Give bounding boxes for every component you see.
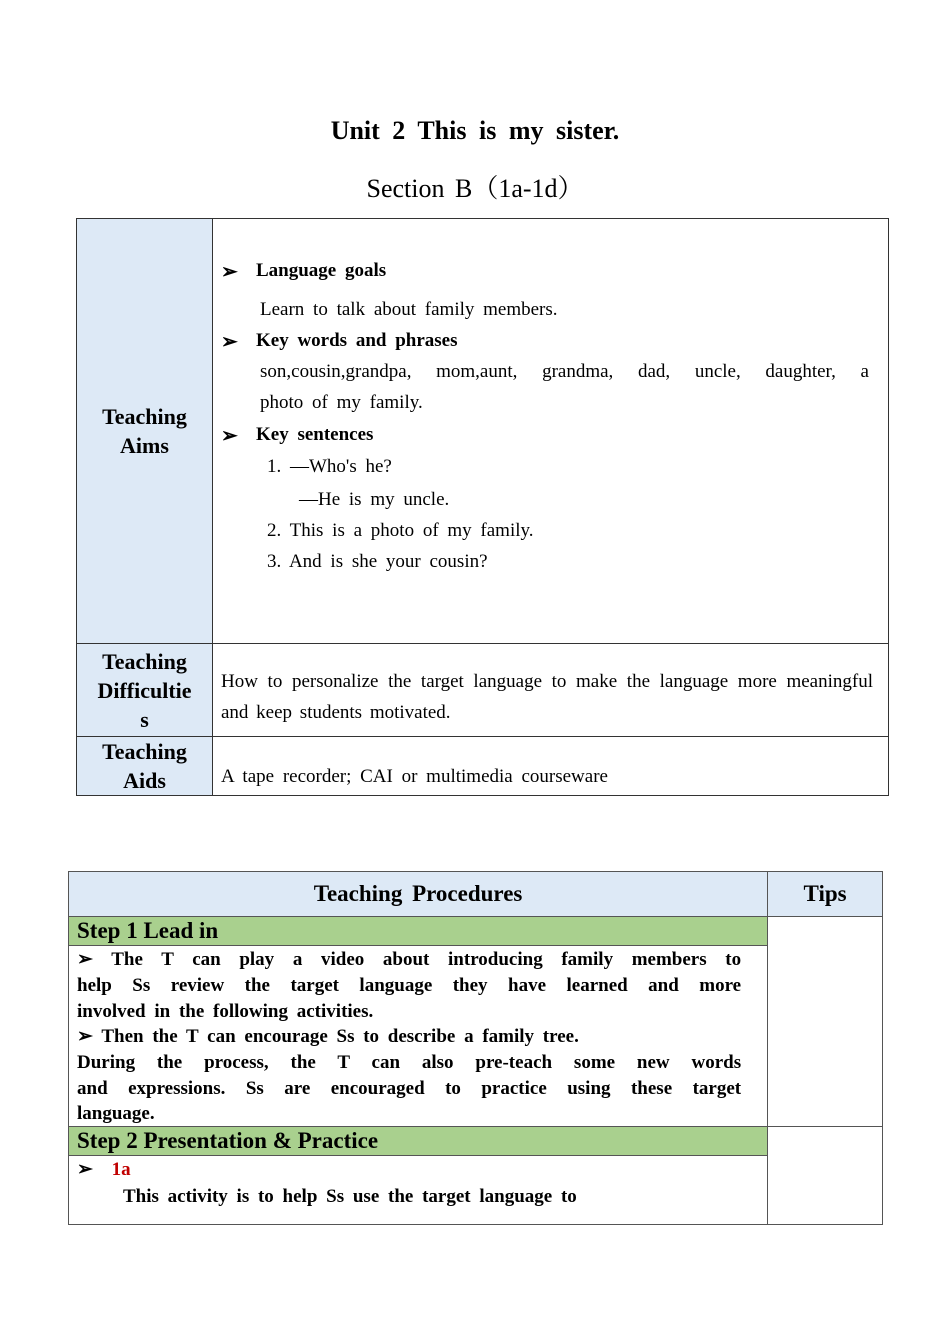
- step1-tips-cell: [768, 917, 883, 1127]
- key-words-heading: Key words and phrases: [256, 330, 458, 351]
- sentence-item: 1. —Who's he?: [267, 456, 392, 477]
- bullet-arrow-icon: ➢: [221, 425, 238, 447]
- key-sentences-heading: Key sentences: [256, 424, 374, 445]
- aids-label-line: Teaching: [102, 739, 187, 764]
- procedures-table: [68, 871, 883, 1225]
- step1-line: involved in the following activities.: [77, 1001, 374, 1022]
- aims-content-cell: [213, 219, 889, 644]
- difficulties-row: [77, 644, 889, 737]
- language-goals-heading: Language goals: [256, 260, 387, 281]
- step1-line: ➢ Then the T can encourage Ss to describe a family tree.: [77, 1026, 579, 1047]
- bullet-arrow-icon: ➢: [77, 1159, 93, 1180]
- key-words-line: photo of my family.: [260, 392, 423, 413]
- step1-body-row: [69, 946, 883, 1127]
- bullet-arrow-icon: ➢: [221, 331, 238, 353]
- difficulties-label-line: Teaching: [102, 648, 187, 674]
- page-title: Unit 2 This is my sister.: [330, 116, 620, 145]
- procedures-header: Teaching Procedures: [69, 872, 768, 917]
- tips-header: Tips: [768, 872, 883, 917]
- key-words-line: son,cousin,grandpa, mom,aunt, grandma, dad, uncle, daughter, a: [260, 361, 869, 382]
- sentence-item: 2. This is a photo of my family.: [267, 520, 534, 541]
- step2-line: This activity is to help Ss use the target language to: [123, 1186, 577, 1207]
- procedures-header-row: [69, 872, 883, 917]
- step1-line: ➢ The T can play a video about introducing family members to: [77, 949, 742, 970]
- page-subtitle: Section B（1a-1d）: [366, 174, 584, 203]
- aids-row: [77, 737, 889, 796]
- difficulties-label-line: Difficultie: [97, 677, 192, 703]
- difficulties-label-cell: [77, 644, 213, 737]
- aids-label-line: Aids: [123, 768, 166, 793]
- step1-body: [69, 946, 768, 1127]
- step2-sub-label: 1a: [111, 1159, 131, 1180]
- step1-line: During the process, the T can also pre-teach some new words: [77, 1052, 742, 1073]
- step1-line: and expressions. Ss are encouraged to practice using these target: [77, 1078, 742, 1099]
- step1-line: language.: [77, 1103, 155, 1124]
- step1-line: help Ss review the target language they have learned and more: [77, 975, 742, 996]
- step1-title-row: [69, 917, 883, 946]
- difficulties-text: How to personalize the target language to make the language more meaningful and keep students motivated.: [221, 671, 873, 723]
- sentence-item: —He is my uncle.: [299, 489, 450, 510]
- step1-title: Step 1 Lead in: [69, 917, 768, 946]
- step2-body: [69, 1156, 768, 1225]
- aims-label-line: Teaching: [102, 404, 187, 429]
- step2-tips-cell: [768, 1127, 883, 1225]
- difficulties-content-cell: [213, 644, 889, 737]
- language-goals-text: Learn to talk about family members.: [260, 299, 558, 320]
- step2-title-row: [69, 1127, 883, 1156]
- sentence-item: 3. And is she your cousin?: [267, 551, 488, 572]
- aims-label-line: Aims: [120, 433, 169, 458]
- aims-label: [77, 402, 212, 460]
- aids-text: A tape recorder; CAI or multimedia courseware: [221, 766, 608, 787]
- difficulties-label-line: s: [140, 706, 149, 732]
- bullet-arrow-icon: ➢: [221, 261, 238, 283]
- teaching-aims-table: [76, 218, 889, 796]
- aids-content-cell: [213, 737, 889, 796]
- step2-title: Step 2 Presentation & Practice: [69, 1127, 768, 1156]
- aims-row: [77, 219, 889, 644]
- aims-label-cell: [77, 219, 213, 644]
- step2-subheading: [77, 1157, 741, 1183]
- step2-body-row: [69, 1156, 883, 1225]
- aids-label-cell: [77, 737, 213, 796]
